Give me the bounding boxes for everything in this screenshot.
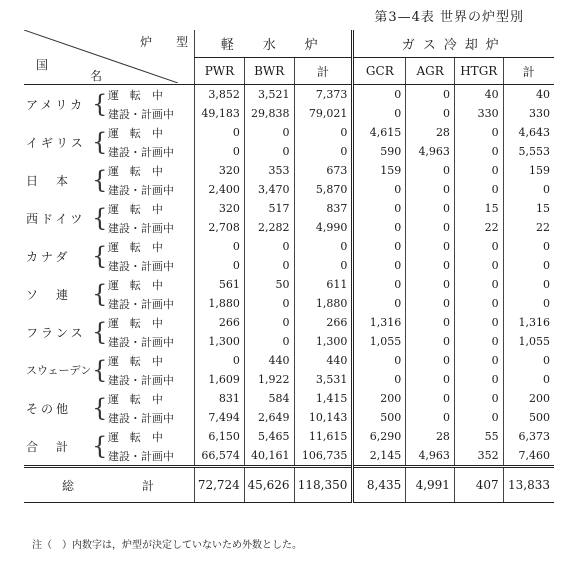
value-cell: 266 <box>195 313 245 332</box>
brace: { <box>92 318 108 346</box>
country-name: 日 本 <box>26 173 72 188</box>
value-cell: 0 <box>454 180 503 199</box>
value-cell: 4,615 <box>353 123 406 142</box>
value-cell: 0 <box>244 123 294 142</box>
value-cell: 40 <box>454 85 503 105</box>
value-cell: 29,838 <box>244 104 294 123</box>
status-label: 運 転 中 <box>107 354 163 368</box>
column-header: AGR <box>406 58 455 85</box>
value-cell: 22 <box>503 218 554 237</box>
table-title: 第3—4表 世界の炉型別 <box>374 10 524 25</box>
status-label: 運 転 中 <box>107 88 163 102</box>
value-cell: 2,649 <box>244 408 294 427</box>
value-cell: 330 <box>503 104 554 123</box>
status-label: 建設・計画中 <box>107 183 174 197</box>
value-cell: 0 <box>454 351 503 370</box>
status-label: 建設・計画中 <box>107 449 174 463</box>
value-cell: 440 <box>244 351 294 370</box>
status-label: 建設・計画中 <box>107 107 174 121</box>
country-name: その他 <box>26 401 72 416</box>
column-header: 計 <box>294 58 353 85</box>
value-cell: 1,055 <box>503 332 554 351</box>
status-label: 運 転 中 <box>107 316 163 330</box>
value-cell: 1,922 <box>244 370 294 389</box>
value-cell: 7,373 <box>294 85 353 105</box>
brace: { <box>92 242 108 270</box>
value-cell: 2,145 <box>353 446 406 467</box>
value-cell: 0 <box>195 123 245 142</box>
status-label: 建設・計画中 <box>107 335 174 349</box>
value-cell: 28 <box>406 123 455 142</box>
status-label: 建設・計画中 <box>107 297 174 311</box>
value-cell: 3,470 <box>244 180 294 199</box>
value-cell: 0 <box>353 237 406 256</box>
value-cell: 0 <box>406 294 455 313</box>
footnote: 注（ ）内数字は，炉型が決定していないため外数とした。 <box>32 540 302 551</box>
value-cell: 3,531 <box>294 370 353 389</box>
value-cell: 0 <box>454 237 503 256</box>
value-cell: 55 <box>454 427 503 446</box>
value-cell: 1,300 <box>294 332 353 351</box>
brace: { <box>92 356 108 384</box>
status-label: 建設・計画中 <box>107 411 174 425</box>
value-cell: 200 <box>353 389 406 408</box>
value-cell: 2,282 <box>244 218 294 237</box>
value-cell: 0 <box>353 256 406 275</box>
value-cell: 0 <box>406 313 455 332</box>
value-cell: 1,055 <box>353 332 406 351</box>
column-header: HTGR <box>454 58 503 85</box>
status-label: 運 転 中 <box>107 126 163 140</box>
table-row <box>24 199 554 218</box>
value-cell: 0 <box>454 142 503 161</box>
table-row <box>24 275 554 294</box>
value-cell: 0 <box>406 237 455 256</box>
column-header: BWR <box>244 58 294 85</box>
brace: { <box>92 90 108 118</box>
corner-top-label: 炉 型 <box>140 35 189 49</box>
table-row <box>24 85 554 105</box>
value-cell: 0 <box>406 85 455 105</box>
table-row <box>24 389 554 408</box>
country-name: スウェーデン <box>26 364 92 377</box>
value-cell: 0 <box>454 332 503 351</box>
value-cell: 0 <box>406 104 455 123</box>
value-cell: 0 <box>244 256 294 275</box>
value-cell: 4,643 <box>503 123 554 142</box>
status-label: 運 転 中 <box>107 430 163 444</box>
value-cell: 500 <box>353 408 406 427</box>
value-cell: 200 <box>503 389 554 408</box>
value-cell: 0 <box>294 142 353 161</box>
table-row <box>24 427 554 446</box>
value-cell: 0 <box>454 389 503 408</box>
status-label: 運 転 中 <box>107 164 163 178</box>
value-cell: 0 <box>406 332 455 351</box>
value-cell: 352 <box>454 446 503 467</box>
value-cell: 5,870 <box>294 180 353 199</box>
value-cell: 0 <box>406 161 455 180</box>
value-cell: 320 <box>195 161 245 180</box>
value-cell: 590 <box>353 142 406 161</box>
brace: { <box>92 128 108 156</box>
value-cell: 0 <box>244 142 294 161</box>
value-cell: 4,963 <box>406 446 455 467</box>
country-name: ソ 連 <box>26 287 72 302</box>
country-name: イギリス <box>26 135 86 150</box>
value-cell: 66,574 <box>195 446 245 467</box>
value-cell: 0 <box>503 370 554 389</box>
status-label: 運 転 中 <box>107 202 163 216</box>
country-name: フランス <box>26 325 86 340</box>
value-cell: 0 <box>244 332 294 351</box>
value-cell: 6,290 <box>353 427 406 446</box>
value-cell: 22 <box>454 218 503 237</box>
value-cell: 0 <box>353 275 406 294</box>
grand-total-label: 総 計 <box>24 467 195 503</box>
total-value-cell: 118,350 <box>294 467 353 503</box>
total-value-cell: 13,833 <box>503 467 554 503</box>
value-cell: 0 <box>454 123 503 142</box>
value-cell: 0 <box>406 370 455 389</box>
value-cell: 0 <box>503 180 554 199</box>
value-cell: 0 <box>454 256 503 275</box>
value-cell: 10,143 <box>294 408 353 427</box>
value-cell: 0 <box>503 237 554 256</box>
status-label: 運 転 中 <box>107 278 163 292</box>
value-cell: 0 <box>454 294 503 313</box>
value-cell: 0 <box>406 275 455 294</box>
brace: { <box>92 432 108 460</box>
value-cell: 1,880 <box>195 294 245 313</box>
value-cell: 0 <box>353 351 406 370</box>
value-cell: 15 <box>503 199 554 218</box>
value-cell: 0 <box>454 408 503 427</box>
value-cell: 0 <box>406 389 455 408</box>
value-cell: 5,465 <box>244 427 294 446</box>
value-cell: 50 <box>244 275 294 294</box>
value-cell: 611 <box>294 275 353 294</box>
status-label: 建設・計画中 <box>107 259 174 273</box>
total-value-cell: 8,435 <box>353 467 406 503</box>
value-cell: 1,609 <box>195 370 245 389</box>
value-cell: 266 <box>294 313 353 332</box>
value-cell: 1,316 <box>503 313 554 332</box>
brace: { <box>92 280 108 308</box>
table-row <box>24 123 554 142</box>
value-cell: 0 <box>503 294 554 313</box>
value-cell: 353 <box>244 161 294 180</box>
value-cell: 0 <box>195 142 245 161</box>
value-cell: 3,521 <box>244 85 294 105</box>
value-cell: 159 <box>353 161 406 180</box>
value-cell: 28 <box>406 427 455 446</box>
value-cell: 0 <box>353 199 406 218</box>
value-cell: 0 <box>454 313 503 332</box>
country-name: 西ドイツ <box>26 211 86 226</box>
value-cell: 0 <box>454 370 503 389</box>
total-value-cell: 4,991 <box>406 467 455 503</box>
value-cell: 1,415 <box>294 389 353 408</box>
value-cell: 79,021 <box>294 104 353 123</box>
value-cell: 517 <box>244 199 294 218</box>
value-cell: 0 <box>406 180 455 199</box>
table-row <box>24 161 554 180</box>
value-cell: 561 <box>195 275 245 294</box>
value-cell: 0 <box>503 351 554 370</box>
value-cell: 0 <box>294 256 353 275</box>
value-cell: 15 <box>454 199 503 218</box>
group-light-water: 軽 水 炉 <box>195 30 353 58</box>
column-header: 計 <box>503 58 554 85</box>
value-cell: 0 <box>353 370 406 389</box>
value-cell: 440 <box>294 351 353 370</box>
value-cell: 11,615 <box>294 427 353 446</box>
value-cell: 2,400 <box>195 180 245 199</box>
value-cell: 2,708 <box>195 218 245 237</box>
value-cell: 320 <box>195 199 245 218</box>
value-cell: 0 <box>244 237 294 256</box>
value-cell: 7,494 <box>195 408 245 427</box>
value-cell: 49,183 <box>195 104 245 123</box>
value-cell: 0 <box>294 123 353 142</box>
corner-country-label: 国 <box>36 58 49 72</box>
value-cell: 0 <box>353 85 406 105</box>
table-row <box>24 237 554 256</box>
total-value-cell: 407 <box>454 467 503 503</box>
value-cell: 40 <box>503 85 554 105</box>
value-cell: 0 <box>406 351 455 370</box>
value-cell: 0 <box>406 408 455 427</box>
value-cell: 0 <box>406 199 455 218</box>
value-cell: 1,300 <box>195 332 245 351</box>
value-cell: 0 <box>195 351 245 370</box>
status-label: 建設・計画中 <box>107 145 174 159</box>
brace: { <box>92 166 108 194</box>
value-cell: 4,963 <box>406 142 455 161</box>
table-row <box>24 313 554 332</box>
total-value-cell: 45,626 <box>244 467 294 503</box>
value-cell: 0 <box>353 294 406 313</box>
value-cell: 0 <box>244 294 294 313</box>
value-cell: 0 <box>406 256 455 275</box>
value-cell: 837 <box>294 199 353 218</box>
corner-header <box>24 30 195 85</box>
column-header: GCR <box>353 58 406 85</box>
value-cell: 330 <box>454 104 503 123</box>
value-cell: 0 <box>195 256 245 275</box>
value-cell: 0 <box>244 313 294 332</box>
value-cell: 0 <box>353 218 406 237</box>
value-cell: 0 <box>503 256 554 275</box>
value-cell: 5,553 <box>503 142 554 161</box>
corner-name-label: 名 <box>90 69 103 83</box>
value-cell: 0 <box>353 104 406 123</box>
value-cell: 831 <box>195 389 245 408</box>
group-gas-cooled: ガス冷却炉 <box>353 30 554 58</box>
status-label: 運 転 中 <box>107 240 163 254</box>
value-cell: 0 <box>454 275 503 294</box>
country-name: 合 計 <box>26 439 72 454</box>
status-label: 建設・計画中 <box>107 221 174 235</box>
status-label: 運 転 中 <box>107 392 163 406</box>
value-cell: 106,735 <box>294 446 353 467</box>
value-cell: 0 <box>353 180 406 199</box>
value-cell: 3,852 <box>195 85 245 105</box>
value-cell: 6,150 <box>195 427 245 446</box>
value-cell: 159 <box>503 161 554 180</box>
value-cell: 0 <box>503 275 554 294</box>
brace: { <box>92 204 108 232</box>
value-cell: 584 <box>244 389 294 408</box>
value-cell: 0 <box>195 237 245 256</box>
country-name: カナダ <box>26 249 71 264</box>
status-label: 建設・計画中 <box>107 373 174 387</box>
value-cell: 40,161 <box>244 446 294 467</box>
value-cell: 500 <box>503 408 554 427</box>
reactor-table <box>24 30 554 503</box>
value-cell: 0 <box>294 237 353 256</box>
table-row <box>24 351 554 370</box>
total-value-cell: 72,724 <box>195 467 245 503</box>
column-header: PWR <box>195 58 245 85</box>
value-cell: 1,880 <box>294 294 353 313</box>
value-cell: 6,373 <box>503 427 554 446</box>
value-cell: 673 <box>294 161 353 180</box>
value-cell: 0 <box>454 161 503 180</box>
country-name: アメリカ <box>26 97 86 112</box>
value-cell: 1,316 <box>353 313 406 332</box>
value-cell: 7,460 <box>503 446 554 467</box>
value-cell: 0 <box>406 218 455 237</box>
value-cell: 4,990 <box>294 218 353 237</box>
brace: { <box>92 394 108 422</box>
